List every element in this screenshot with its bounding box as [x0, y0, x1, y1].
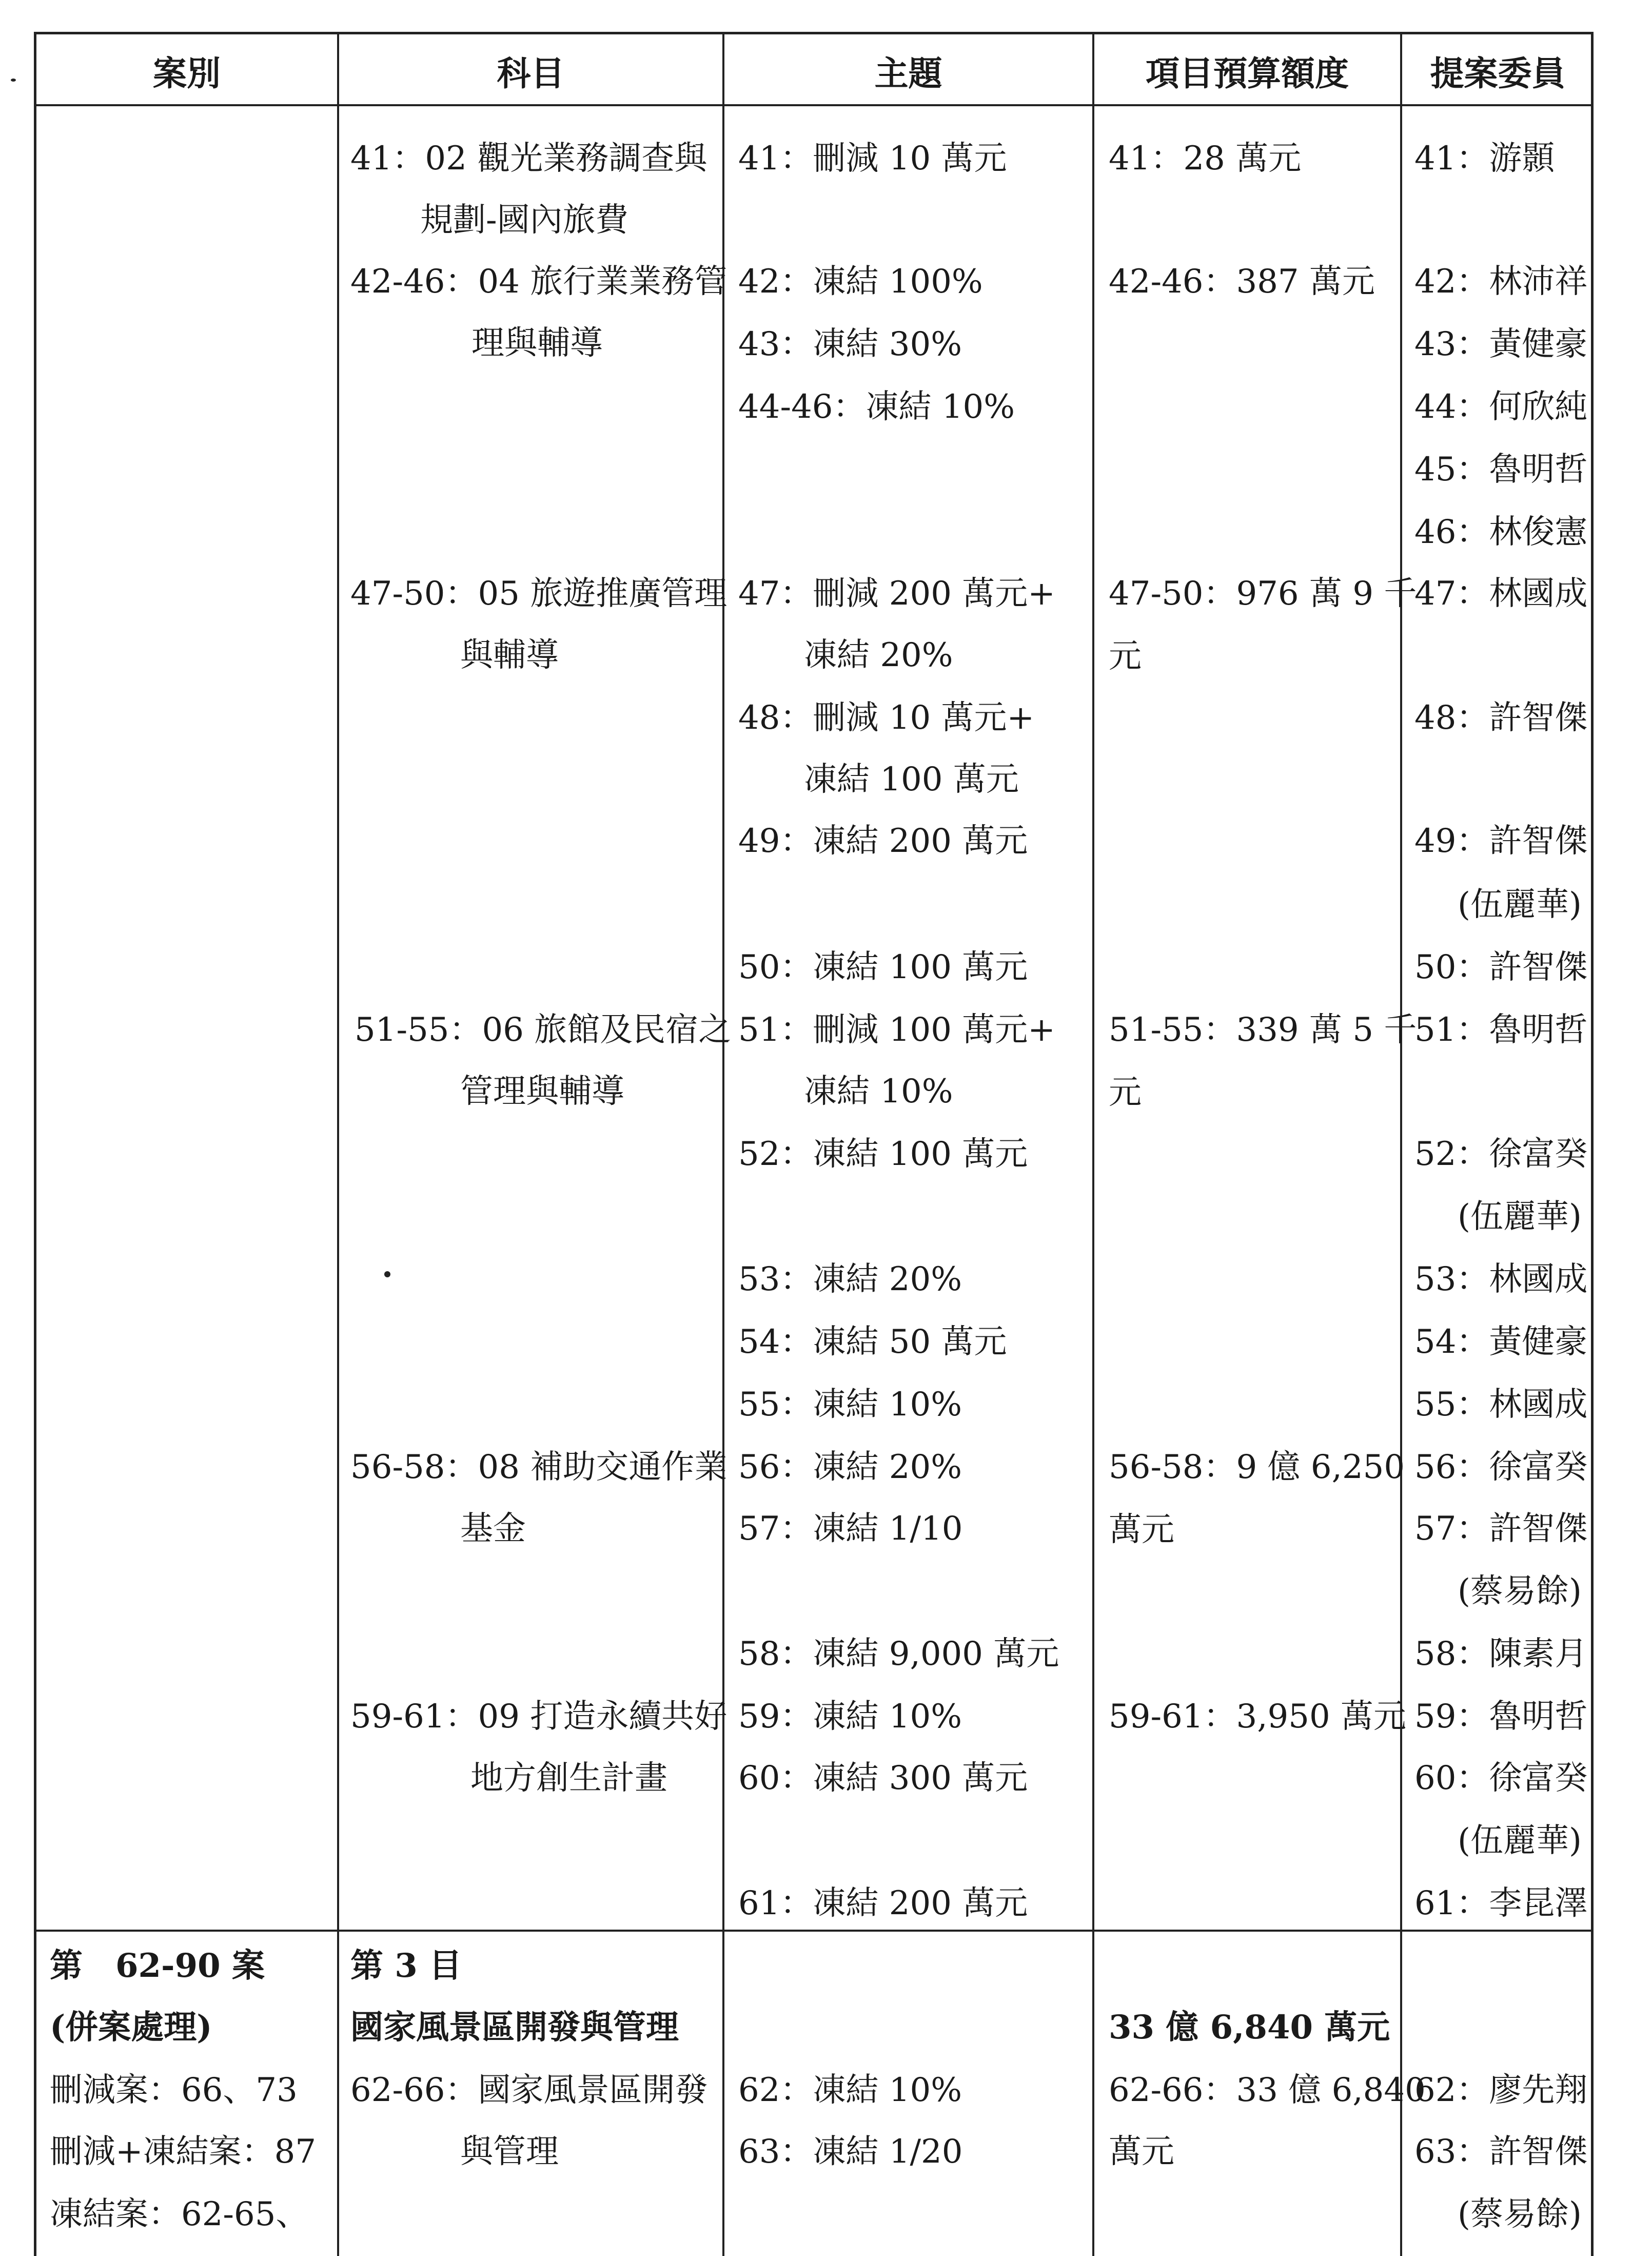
member-line: 49：許智傑 [1414, 822, 1588, 860]
case-line: 凍結案：62-65、 [50, 2195, 309, 2233]
member-line: 54：黃健豪 [1414, 1323, 1588, 1361]
header-budget: 項目預算額度 [1146, 53, 1349, 93]
subject-line: 與管理 [460, 2133, 559, 2171]
member-line: 48：許智傑 [1414, 699, 1588, 737]
topic-line: 凍結 100 萬元 [804, 761, 1019, 799]
subject-line: 62-66：國家風景區開發 [350, 2071, 708, 2109]
header-topic: 主題 [874, 53, 942, 93]
budget-line: 51-55：339 萬 5 千 [1109, 1011, 1417, 1049]
topic-line: 53：凍結 20% [738, 1260, 962, 1298]
subject-line: 地方創生計畫 [470, 1759, 667, 1797]
budget-line: 萬元 [1109, 2133, 1174, 2171]
topic-line: 59：凍結 10% [738, 1698, 962, 1736]
stray-dot [11, 79, 16, 82]
subject-line: 與輔導 [460, 636, 559, 674]
member-line: 58：陳素月 [1414, 1635, 1588, 1673]
column-divider [1400, 34, 1402, 2256]
topic-line: 43：凍結 30% [738, 325, 962, 363]
budget-line: 萬元 [1109, 1511, 1174, 1549]
subject-line: 59-61：09 打造永續共好 [350, 1698, 727, 1736]
topic-line: 57：凍結 1/10 [738, 1510, 963, 1548]
budget-table [34, 32, 1594, 2256]
column-divider [337, 34, 339, 2256]
budget-line: 47-50：976 萬 9 千 [1109, 575, 1417, 613]
stray-dot [384, 1271, 390, 1277]
topic-line: 51：刪減 100 萬元+ [738, 1011, 1055, 1049]
topic-line: 凍結 10% [804, 1073, 953, 1111]
member-line: 56：徐富癸 [1414, 1448, 1588, 1486]
member-line: (伍麗華) [1458, 1198, 1582, 1236]
case-line: 刪減案：66、73 [50, 2071, 298, 2109]
subject-line: 理與輔導 [471, 324, 603, 362]
header-case: 案別 [153, 53, 221, 93]
subject-line: 51-55：06 旅館及民宿之 [355, 1011, 732, 1049]
header-subject: 科目 [497, 53, 565, 93]
topic-line: 41：刪減 10 萬元 [738, 140, 1007, 178]
topic-line: 56：凍結 20% [738, 1448, 962, 1486]
member-line: 57：許智傑 [1414, 1510, 1588, 1548]
topic-line: 63：凍結 1/20 [738, 2133, 963, 2171]
member-line: 55：林國成 [1414, 1386, 1588, 1424]
topic-line: 42：凍結 100% [738, 263, 983, 301]
member-line: 42：林沛祥 [1414, 263, 1588, 301]
member-line: 46：林俊憲 [1414, 513, 1588, 551]
budget-line: 42-46：387 萬元 [1109, 263, 1375, 301]
row-divider [36, 1930, 1591, 1932]
case-line: 刪減+凍結案：87 [50, 2133, 317, 2171]
case-line: 第 62-90 案 [50, 1947, 265, 1985]
topic-line: 62：凍結 10% [738, 2071, 962, 2109]
member-line: (蔡易餘) [1458, 1572, 1582, 1610]
subject-line: 56-58：08 補助交通作業 [350, 1448, 727, 1486]
member-line: 61：李昆澤 [1414, 1884, 1588, 1922]
topic-line: 60：凍結 300 萬元 [738, 1759, 1028, 1797]
subject-line: 47-50：05 旅遊推廣管理 [350, 575, 727, 613]
budget-total: 33 億 6,840 萬元 [1109, 2008, 1390, 2047]
member-line: 63：許智傑 [1414, 2133, 1588, 2171]
member-line: 44：何欣純 [1414, 388, 1588, 426]
subject-line: 基金 [460, 1510, 526, 1548]
budget-line: 元 [1109, 637, 1142, 675]
member-line: 59：魯明哲 [1414, 1698, 1588, 1736]
budget-line: 元 [1109, 1074, 1142, 1112]
topic-line: 61：凍結 200 萬元 [738, 1884, 1028, 1922]
member-line: 51：魯明哲 [1414, 1011, 1588, 1049]
budget-line: 62-66：33 億 6,840 [1109, 2071, 1426, 2109]
topic-line: 47：刪減 200 萬元+ [738, 575, 1055, 613]
topic-line: 54：凍結 50 萬元 [738, 1323, 1007, 1361]
topic-line: 50：凍結 100 萬元 [738, 948, 1028, 986]
topic-line: 49：凍結 200 萬元 [738, 822, 1028, 860]
case-line: (併案處理) [50, 2008, 212, 2047]
subject-head: 第 3 目 [350, 1947, 462, 1985]
member-line: 43：黃健豪 [1414, 325, 1588, 363]
topic-line: 48：刪減 10 萬元+ [738, 699, 1035, 737]
member-line: 60：徐富癸 [1414, 1759, 1588, 1797]
subject-head: 國家風景區開發與管理 [350, 2008, 679, 2047]
topic-line: 58：凍結 9,000 萬元 [738, 1635, 1059, 1673]
budget-line: 56-58：9 億 6,250 [1109, 1448, 1405, 1486]
member-line: 62：廖先翔 [1414, 2071, 1588, 2109]
header-member: 提案委員 [1430, 53, 1566, 93]
column-divider [722, 34, 724, 2256]
budget-line: 41：28 萬元 [1109, 140, 1302, 178]
topic-line: 凍結 20% [804, 636, 953, 674]
member-line: 52：徐富癸 [1414, 1135, 1588, 1173]
member-line: (蔡易餘) [1458, 2195, 1582, 2233]
topic-line: 55：凍結 10% [738, 1386, 962, 1424]
member-line: 45：魯明哲 [1414, 451, 1588, 489]
member-line: (伍麗華) [1458, 1822, 1582, 1860]
subject-line: 42-46：04 旅行業業務管 [350, 263, 727, 301]
member-line: 50：許智傑 [1414, 948, 1588, 986]
subject-line: 41：02 觀光業務調查與 [350, 140, 707, 178]
subject-line: 管理與輔導 [460, 1073, 624, 1111]
member-line: 53：林國成 [1414, 1260, 1588, 1298]
member-line: 41：游顥 [1414, 140, 1555, 178]
topic-line: 52：凍結 100 萬元 [738, 1135, 1028, 1173]
budget-line: 59-61：3,950 萬元 [1109, 1698, 1407, 1736]
column-divider [1092, 34, 1094, 2256]
subject-line: 規劃-國內旅費 [420, 201, 628, 239]
topic-line: 44-46：凍結 10% [738, 388, 1015, 426]
member-line: (伍麗華) [1458, 886, 1582, 924]
member-line: 47：林國成 [1414, 575, 1588, 613]
